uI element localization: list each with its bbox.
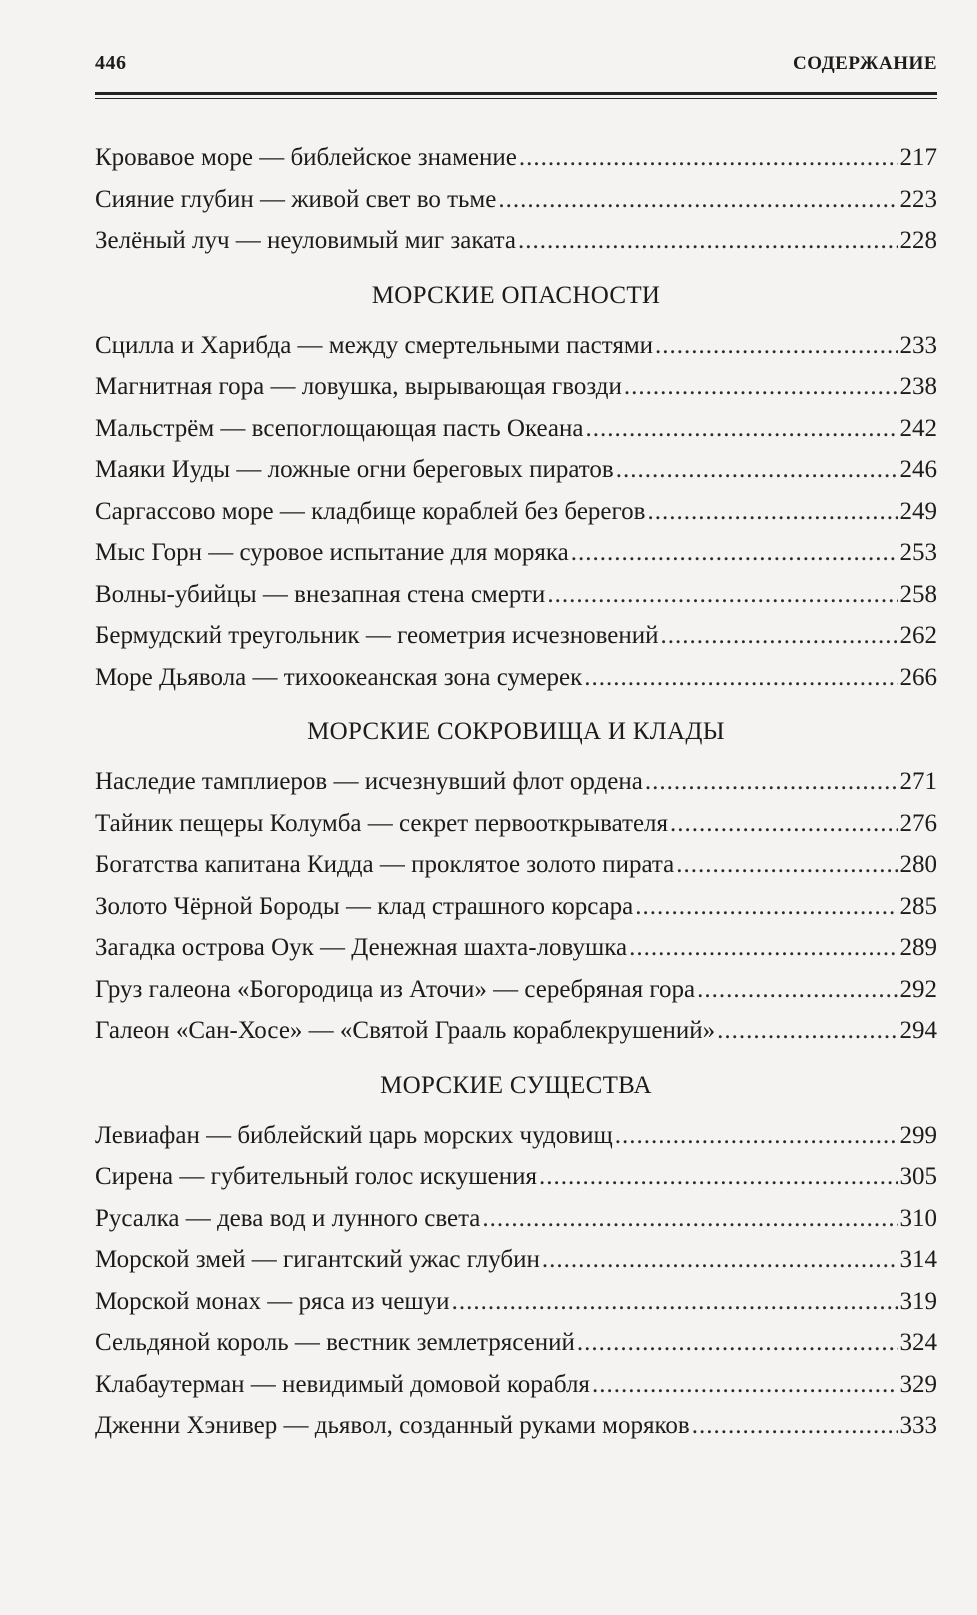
toc-entry-page: 233 bbox=[899, 331, 937, 359]
toc-entry-page: 285 bbox=[899, 892, 937, 920]
page-number: 446 bbox=[95, 52, 127, 74]
toc-entry-title: Дженни Хэнивер — дьявол, созданный руками моряков bbox=[95, 1412, 690, 1439]
toc-entry-title: Тайник пещеры Колумба — секрет первооткрывателя bbox=[95, 809, 669, 837]
dot-leader bbox=[547, 574, 897, 616]
toc-entry-page: 305 bbox=[899, 1163, 937, 1190]
toc-entry-title: Русалка — дева вод и лунного света bbox=[95, 1204, 481, 1232]
dot-leader bbox=[482, 1198, 897, 1240]
toc-entry-title: Сцилла и Харибда — между смертельными пастями bbox=[95, 331, 654, 359]
toc-entry-page: 249 bbox=[899, 497, 937, 525]
toc-entry-page: 294 bbox=[899, 1017, 937, 1044]
toc-entry[interactable] bbox=[95, 366, 937, 408]
running-head-title: СОДЕРЖАНИЕ bbox=[793, 53, 937, 74]
toc-entry[interactable] bbox=[95, 1010, 937, 1052]
toc-entry-page: 238 bbox=[899, 373, 937, 400]
toc-entry-page: 217 bbox=[899, 144, 937, 171]
toc-entry[interactable] bbox=[95, 574, 937, 616]
toc-entry-page: 228 bbox=[899, 227, 937, 254]
dot-leader bbox=[542, 1239, 898, 1281]
toc-entry-page: 292 bbox=[899, 975, 937, 1003]
toc-entry[interactable] bbox=[95, 532, 937, 574]
toc-entry-title: Галеон «Сан-Хосе» — «Святой Грааль кораблекрушений» bbox=[95, 1017, 716, 1044]
toc-entry[interactable] bbox=[95, 761, 937, 803]
dot-leader bbox=[452, 1281, 898, 1323]
toc-entry-page: 253 bbox=[899, 539, 937, 566]
toc-entry-title: Сирена — губительный голос искушения bbox=[95, 1163, 537, 1190]
toc-entry[interactable] bbox=[95, 844, 937, 886]
book-page bbox=[95, 52, 937, 1447]
dot-leader bbox=[645, 761, 898, 803]
toc-entry-title: Мальстрём — всепоглощающая пасть Океана bbox=[95, 414, 584, 442]
toc-entry-title: Загадка острова Оук — Денежная шахта-ловушка bbox=[95, 934, 628, 961]
dot-leader bbox=[717, 1010, 897, 1052]
toc-entry-page: 310 bbox=[899, 1204, 937, 1232]
dot-leader bbox=[577, 1322, 898, 1364]
toc-entry-title: Наследие тамплиеров — исчезнувший флот ордена bbox=[95, 768, 643, 795]
dot-leader bbox=[585, 408, 897, 450]
dot-leader bbox=[676, 844, 897, 886]
toc-entry[interactable] bbox=[95, 1115, 937, 1157]
toc-entry[interactable] bbox=[95, 1364, 937, 1406]
dot-leader bbox=[498, 179, 897, 221]
toc-entry[interactable] bbox=[95, 1322, 937, 1364]
toc-entry-page: 289 bbox=[899, 934, 937, 961]
toc-entry-page: 242 bbox=[899, 414, 937, 442]
toc-entry[interactable] bbox=[95, 491, 937, 533]
toc-entry-page: 319 bbox=[899, 1287, 937, 1315]
toc-entry-title: Морской монах — ряса из чешуи bbox=[95, 1287, 450, 1315]
toc-entry-title: Море Дьявола — тихоокеанская зона сумерек bbox=[95, 663, 583, 691]
toc-entry-page: 266 bbox=[899, 663, 937, 691]
toc-section-heading: МОРСКИЕ СОКРОВИЩА И КЛАДЫ bbox=[307, 718, 725, 745]
toc-entry-title: Бермудский треугольник — геометрия исчезновений bbox=[95, 622, 659, 649]
dot-leader bbox=[616, 449, 898, 491]
dot-leader bbox=[635, 886, 897, 928]
running-head bbox=[95, 52, 937, 92]
toc-entry-title: Клабаутерман — невидимый домовой корабля bbox=[95, 1370, 590, 1398]
dot-leader bbox=[697, 969, 897, 1011]
toc-entry-page: 333 bbox=[899, 1412, 937, 1439]
toc-entry-page: 329 bbox=[899, 1370, 937, 1398]
toc-entry[interactable] bbox=[95, 1198, 937, 1240]
toc-entry-page: 246 bbox=[899, 456, 937, 483]
dot-leader bbox=[571, 532, 898, 574]
toc-entry-page: 271 bbox=[899, 768, 937, 795]
toc-entry[interactable] bbox=[95, 927, 937, 969]
toc-entry-page: 262 bbox=[899, 622, 937, 649]
dot-leader bbox=[629, 927, 897, 969]
toc-entry-page: 314 bbox=[899, 1246, 937, 1273]
toc-entry-page: 280 bbox=[899, 851, 937, 878]
dot-leader bbox=[592, 1364, 898, 1406]
toc-entry-page: 223 bbox=[899, 185, 937, 213]
toc-entry[interactable] bbox=[95, 1239, 937, 1281]
toc-section-heading: МОРСКИЕ СУЩЕСТВА bbox=[380, 1071, 652, 1099]
dot-leader bbox=[624, 366, 898, 408]
header-rule-thick bbox=[95, 92, 937, 95]
toc-entry[interactable] bbox=[95, 1281, 937, 1323]
table-of-contents bbox=[95, 137, 937, 1447]
toc-entry-page: 276 bbox=[899, 809, 937, 837]
toc-entry[interactable] bbox=[95, 657, 937, 699]
toc-entry[interactable] bbox=[95, 179, 937, 221]
toc-entry-title: Маяки Иуды — ложные огни береговых пиратов bbox=[95, 456, 614, 483]
dot-leader bbox=[661, 615, 898, 657]
dot-leader bbox=[584, 657, 897, 699]
toc-entry-title: Мыс Горн — суровое испытание для моряка bbox=[95, 539, 569, 566]
toc-entry[interactable] bbox=[95, 969, 937, 1011]
toc-entry-title: Груз галеона «Богородица из Аточи» — серебряная гора bbox=[95, 975, 696, 1003]
toc-entry[interactable] bbox=[95, 325, 937, 367]
dot-leader bbox=[518, 220, 898, 262]
dot-leader bbox=[519, 137, 898, 179]
toc-entry-title: Сияние глубин — живой свет во тьме bbox=[95, 185, 497, 213]
toc-entry[interactable] bbox=[95, 408, 937, 450]
toc-entry[interactable] bbox=[95, 1405, 937, 1447]
toc-entry[interactable] bbox=[95, 615, 937, 657]
header-rule-thin bbox=[95, 98, 937, 99]
toc-entry-title: Богатства капитана Кидда — проклятое золото пирата bbox=[95, 851, 675, 878]
toc-entry-title: Морской змей — гигантский ужас глубин bbox=[95, 1246, 540, 1273]
toc-entry[interactable] bbox=[95, 137, 937, 179]
toc-entry-title: Золото Чёрной Бороды — клад страшного корсара bbox=[95, 892, 634, 920]
dot-leader bbox=[692, 1405, 898, 1447]
dot-leader bbox=[647, 491, 897, 533]
toc-entry[interactable] bbox=[95, 803, 937, 845]
toc-entry-title: Волны-убийцы — внезапная стена смерти bbox=[95, 580, 546, 608]
toc-entry-title: Саргассово море — кладбище кораблей без берегов bbox=[95, 497, 646, 525]
dot-leader bbox=[655, 325, 897, 367]
toc-entry-page: 324 bbox=[899, 1329, 937, 1356]
toc-section-heading: МОРСКИЕ ОПАСНОСТИ bbox=[371, 281, 661, 309]
toc-entry-title: Левиафан — библейский царь морских чудовищ bbox=[95, 1121, 613, 1149]
toc-entry-title: Магнитная гора — ловушка, вырывающая гвозди bbox=[95, 373, 622, 400]
toc-entry[interactable] bbox=[95, 1156, 937, 1198]
toc-entry[interactable] bbox=[95, 449, 937, 491]
dot-leader bbox=[539, 1156, 898, 1198]
toc-entry-page: 258 bbox=[899, 580, 937, 608]
toc-entry[interactable] bbox=[95, 886, 937, 928]
dot-leader bbox=[670, 803, 897, 845]
toc-entry-title: Сельдяной король — вестник землетрясений bbox=[95, 1329, 575, 1356]
toc-entry-title: Кровавое море — библейское знамение bbox=[95, 144, 517, 171]
toc-entry-title: Зелёный луч — неуловимый миг заката bbox=[95, 227, 516, 254]
toc-entry-page: 299 bbox=[899, 1121, 937, 1149]
dot-leader bbox=[615, 1115, 898, 1157]
toc-entry[interactable] bbox=[95, 220, 937, 262]
